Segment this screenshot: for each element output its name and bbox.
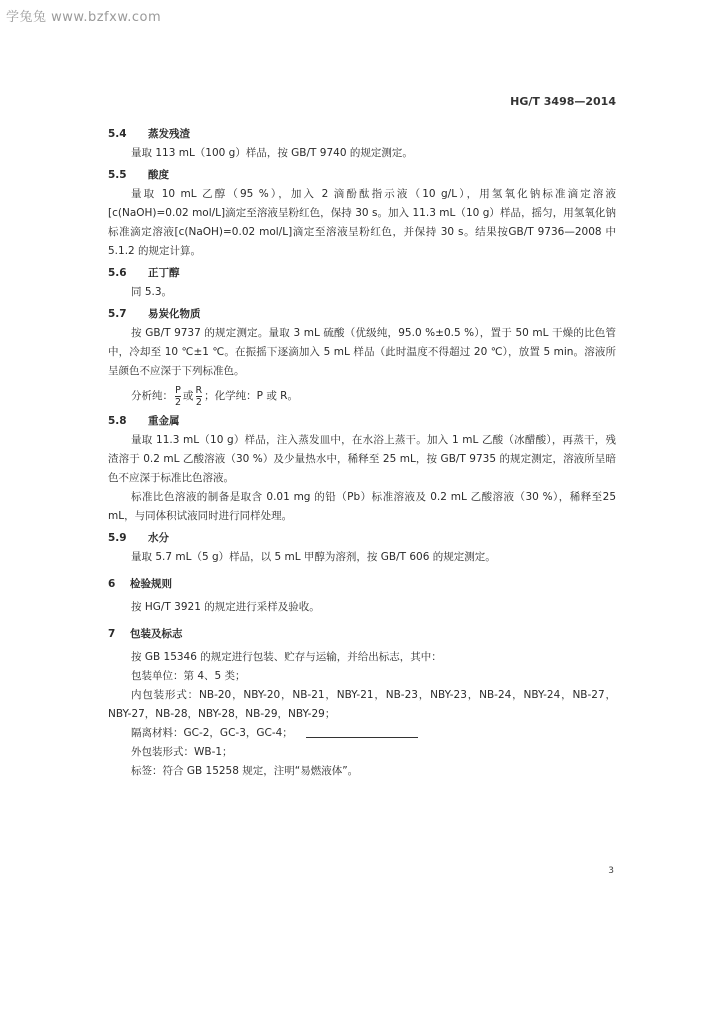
section-heading xyxy=(108,529,616,548)
section-number: 5.4 xyxy=(108,128,127,140)
section-heading xyxy=(108,125,616,144)
document-body xyxy=(108,122,616,781)
formula-or: 或 xyxy=(183,389,194,402)
section-number: 5.9 xyxy=(108,532,127,544)
section-title: 易炭化物质 xyxy=(148,308,201,320)
paragraph: 按 GB 15346 的规定进行包装、贮存与运输，并给出标志，其中： xyxy=(131,651,442,663)
formula-prefix: 分析纯： xyxy=(131,389,173,402)
section-heading xyxy=(108,625,616,644)
section-number: 5.5 xyxy=(108,169,127,181)
page-number: 3 xyxy=(608,866,614,876)
fraction-numerator: P xyxy=(175,384,181,396)
section-heading xyxy=(108,575,616,594)
list-item: 隔离材料：GC-2，GC-3，GC-4； xyxy=(131,727,293,739)
section-title: 检验规则 xyxy=(130,578,172,590)
paragraph: 同 5.3。 xyxy=(131,286,173,298)
watermark: 学兔兔 www.bzfxw.com xyxy=(6,10,162,25)
formula-suffix: ；化学纯：P 或 R。 xyxy=(204,389,298,402)
section-number: 6 xyxy=(108,578,116,590)
section-heading xyxy=(108,305,616,324)
paragraph: 量取 10 mL 乙醇（95 %），加入 2 滴酚酞指示液（10 g/L），用氢氧化钠标准滴定溶液[c(NaOH)=0.02 mol/L]滴定至溶液呈粉红色，保持 30 s。加入 11.3 mL（10 g）样品，摇匀，用氢氧化钠标准滴定溶液[c(NaOH)=0.02 mol/L]滴定至溶液呈粉红色，并保持 30 s。结果按GB/T 9736—2008 中 5.1.2 的规定计算。 xyxy=(108,188,616,257)
paragraph: 标准比色溶液的制备是取含 0.01 mg 的铅（Pb）标准溶液及 0.2 mL 乙酸溶液（30 %），稀释至25 mL，与同体积试液同时进行同样处理。 xyxy=(108,491,616,522)
fraction-denominator: 2 xyxy=(175,396,182,408)
fraction xyxy=(196,385,203,408)
section-heading xyxy=(108,166,616,185)
list-item: 内包装形式：NB-20，NBY-20，NB-21，NBY-21，NB-23，NBY-23，NB-24，NBY-24，NB-27，NBY-27，NB-28，NBY-28，NB-29，NBY-29； xyxy=(108,689,616,720)
paragraph: 量取 11.3 mL（10 g）样品，注入蒸发皿中，在水浴上蒸干。加入 1 mL 乙酸（冰醋酸），再蒸干，残渣溶于 0.2 mL 乙酸溶液（30 %）及少量热水中，稀释至 25 mL，按 GB/T 9735 的规定测定，溶液所呈暗色不应深于标准比色溶液。 xyxy=(108,434,616,484)
section-number: 5.8 xyxy=(108,415,127,427)
list-item: 包装单位：第 4、5 类； xyxy=(131,670,246,682)
paragraph: 量取 113 mL（100 g）样品，按 GB/T 9740 的规定测定。 xyxy=(131,147,413,159)
section-number: 5.6 xyxy=(108,267,127,279)
paragraph: 按 HG/T 3921 的规定进行采样及验收。 xyxy=(131,601,320,613)
section-title: 蒸发残渣 xyxy=(148,128,190,140)
section-title: 酸度 xyxy=(148,169,169,181)
section-title: 重金属 xyxy=(148,415,180,427)
section-heading xyxy=(108,264,616,283)
section-title: 包装及标志 xyxy=(130,628,183,640)
list-item: 标签：符合 GB 15258 规定，注明“易燃液体”。 xyxy=(131,765,359,777)
section-number: 7 xyxy=(108,628,116,640)
fraction-numerator: R xyxy=(195,384,203,396)
paragraph: 按 GB/T 9737 的规定测定。量取 3 mL 硫酸（优级纯，95.0 %±0.5 %），置于 50 mL 干燥的比色管中，冷却至 10 ℃±1 ℃。在振摇下逐滴加入 5 mL 样品（此时温度不得超过 20 ℃），放置 5 min。溶液所呈颜色不应深于下列标准色。 xyxy=(108,327,616,377)
fraction xyxy=(175,385,181,408)
list-item: 外包装形式：WB-1； xyxy=(131,746,233,758)
section-heading xyxy=(108,412,616,431)
end-rule xyxy=(306,737,418,738)
section-number: 5.7 xyxy=(108,308,127,320)
color-standard-formula xyxy=(108,383,616,409)
section-title: 正丁醇 xyxy=(148,267,180,279)
fraction-denominator: 2 xyxy=(195,396,202,408)
standard-code-header: HG/T 3498—2014 xyxy=(510,95,616,108)
paragraph: 量取 5.7 mL（5 g）样品，以 5 mL 甲醇为溶剂，按 GB/T 606 的规定测定。 xyxy=(131,551,496,563)
section-title: 水分 xyxy=(148,532,169,544)
